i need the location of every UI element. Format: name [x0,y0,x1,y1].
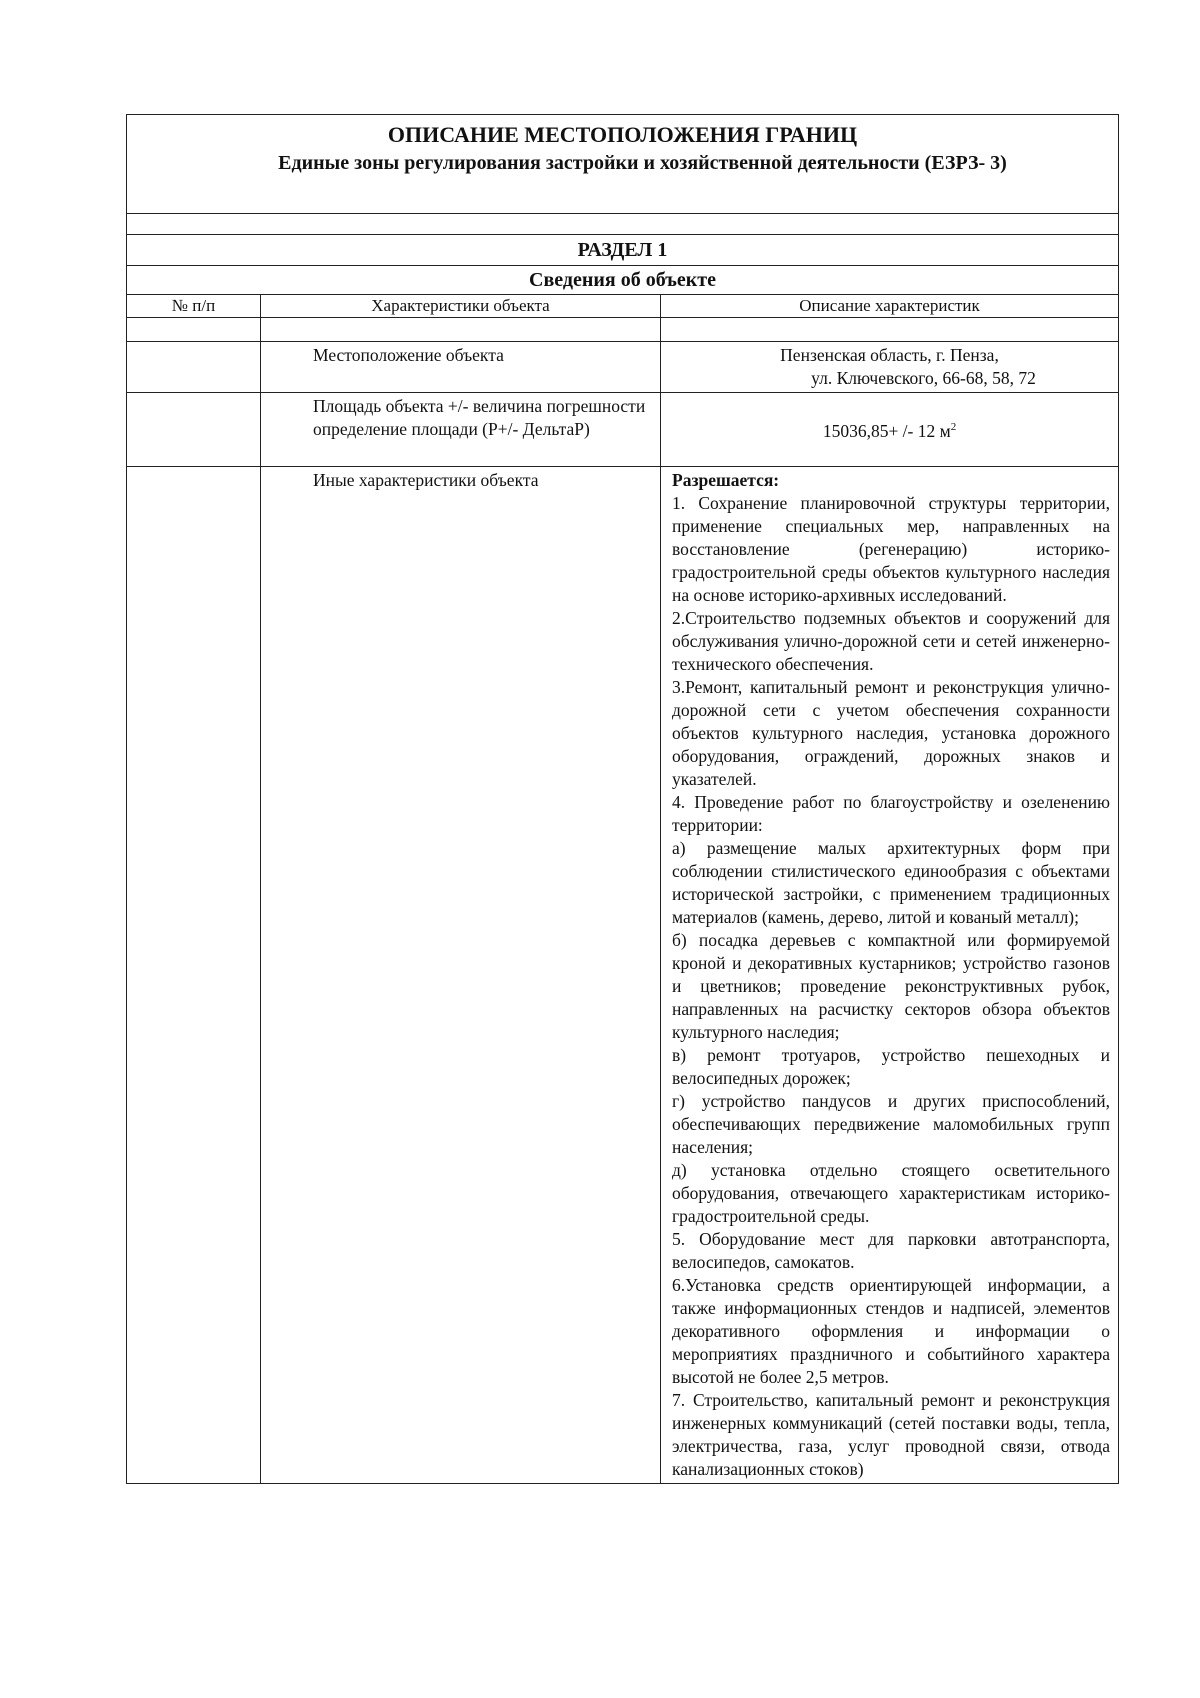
location-label: Местоположение объекта [261,342,661,393]
spacer-row [127,214,1119,235]
paragraph-6: 6.Установка средств ориентирующей информации, а также информационных стендов и надписей, элементов декоративного оформления и информации о мероприятиях праздничного и событийного характера высотой не более 2,5 метров. [672,1275,1111,1387]
section-subtitle-row [127,266,1119,295]
paragraph-2: 2.Строительство подземных объектов и сооружений для обслуживания улично-дорожной сети и сетей инженерно-технического обеспечения. [672,608,1111,674]
document-subtitle: Единые зоны регулирования застройки и хозяйственной деятельности (ЕЗРЗ- 3) [278,152,1007,174]
other-description [661,467,1119,1484]
area-unit-exponent: 2 [950,421,957,434]
paragraph-4a: а) размещение малых архитектурных форм при соблюдении стилистического единообразия с объектами исторической застройки, с применением традиционных материалов (камень, дерево, литой и кованый металл); [672,838,1111,927]
table-row [127,342,1119,393]
title-cell [127,115,1119,214]
section-subtitle: Сведения об объекте [127,266,1119,295]
location-value [661,342,1119,393]
paragraph-4e: д) установка отдельно стоящего осветительного оборудования, отвечающего характеристикам историко-градостроительной среды. [672,1160,1111,1226]
boundary-description-table [126,114,1119,1484]
paragraph-4b: б) посадка деревьев с компактной или формируемой кроной и декоративных кустарников; устройство газонов и цветников; проведение реконструктивных рубок, направленных на расчистку секторов обзора объектов культурного наследия; [672,930,1111,1042]
document-title: ОПИСАНИЕ МЕСТОПОЛОЖЕНИЯ ГРАНИЦ [387,122,858,147]
other-label: Иные характеристики объекта [261,467,661,1484]
table-row [127,393,1119,467]
location-line-2: ул. Ключевского, 66-68, 58, 72 [811,368,1036,388]
column-header-description: Описание характеристик [661,295,1119,318]
column-header-row [127,295,1119,318]
table-row [127,467,1119,1484]
paragraph-4: 4. Проведение работ по благоустройству и озеленению территории: [672,792,1111,835]
area-label: Площадь объекта +/- величина погрешности определение площади (Р+/- ДельтаР) [261,393,661,467]
paragraph-4d: г) устройство пандусов и других приспособлений, обеспечивающих передвижение маломобильных групп населения; [672,1091,1111,1157]
paragraph-7: 7. Строительство, капитальный ремонт и реконструкция инженерных коммуникаций (сетей поставки воды, тепла, электричества, газа, услуг проводной связи, отвода канализационных стоков) [672,1390,1111,1479]
title-row [127,115,1119,214]
section-title: РАЗДЕЛ 1 [127,235,1119,266]
empty-row [127,318,1119,342]
section-row [127,235,1119,266]
allowed-heading: Разрешается: [672,470,780,490]
paragraph-5: 5. Оборудование мест для парковки автотранспорта, велосипедов, самокатов. [672,1229,1111,1272]
paragraph-4c: в) ремонт тротуаров, устройство пешеходных и велосипедных дорожек; [672,1045,1111,1088]
paragraph-3: 3.Ремонт, капитальный ремонт и реконструкция улично-дорожной сети с учетом обеспечения сохранности объектов культурного наследия, установка дорожного оборудования, ограждений, дорожных знаков и указателей. [672,677,1111,789]
area-number: 15036,85+ /- 12 м [822,420,951,441]
location-line-1: Пензенская область, г. Пенза, [780,345,999,365]
column-header-number: № п/п [127,295,261,318]
paragraph-1: 1. Сохранение планировочной структуры территории, применение специальных мер, направленных на восстановление (регенерацию) историко-градостроительной среды объектов культурного наследия на основе историко-архивных исследований. [672,493,1111,605]
area-value [661,393,1119,467]
column-header-characteristic: Характеристики объекта [261,295,661,318]
document-sheet [126,114,1118,1484]
